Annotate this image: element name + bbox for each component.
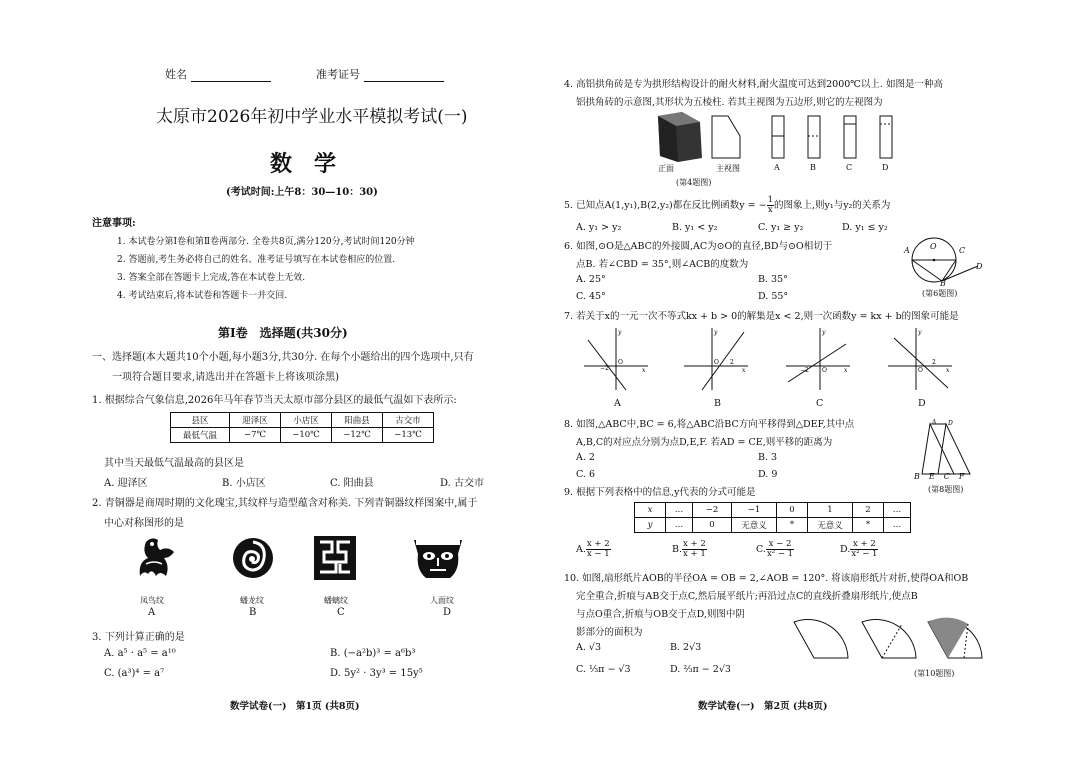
q1-question: 其中当天最低气温最高的县区是 (104, 458, 244, 469)
footer-left: 数学试卷(一) 第1页 (共8页) (230, 701, 360, 712)
fraction-denominator: x² − 1 (851, 549, 878, 559)
q6-stem-2: 点B. 若∠CBD = 35°,则∠ACB的度数为 (576, 259, 749, 270)
q2-stem-2: 中心对称图形的是 (104, 518, 184, 529)
q8-option-d: D. 9 (758, 469, 778, 480)
fraction-denominator: x (767, 205, 773, 215)
q7-letter-d: D (918, 398, 926, 409)
q7-graph-b (682, 326, 750, 392)
name-field (165, 66, 271, 82)
table-cell: 0 (777, 503, 808, 518)
note-3: 3. 答案全部在答题卡上完成,答在本试卷上无效. (117, 273, 306, 283)
fraction-denominator: x − 1 (586, 549, 610, 559)
option-letter: D. (840, 544, 851, 555)
q7-letter-a: A (614, 398, 621, 409)
q2-label-d: 人面纹 (430, 596, 454, 605)
table-row (635, 503, 911, 518)
q5-option-d: D. y₁ ≤ y₂ (842, 222, 888, 233)
exam-title: 太原市2026年初中学业水平模拟考试(一) (156, 107, 468, 127)
fraction-denominator: x² − 1 (766, 549, 794, 559)
svg-text:y: y (618, 329, 622, 336)
q4-brick-figure (652, 108, 712, 164)
q10-sector-1 (790, 614, 850, 664)
svg-text:D: D (948, 420, 953, 427)
q5-option-a: A. y₁ > y₂ (576, 222, 622, 233)
name-blank (191, 70, 271, 82)
q8-option-a: A. 2 (576, 452, 595, 463)
table-cell: … (884, 518, 911, 533)
q8-caption: (第8题图) (928, 485, 964, 494)
q10-option-d: D. ⅔π − 2√3 (670, 664, 731, 675)
q7-graph-c (784, 326, 852, 392)
q9-option-b (672, 540, 707, 559)
option-letter: C. (756, 544, 766, 555)
id-field (316, 66, 444, 82)
table-cell: y (635, 518, 666, 533)
table-cell: 小店区 (281, 413, 332, 428)
q9-option-c (756, 540, 794, 559)
table-cell: 迎泽区 (230, 413, 281, 428)
q6-option-a: A. 25° (576, 274, 606, 285)
table-cell: * (853, 518, 884, 533)
q2-label-c: 蟠螭纹 (324, 596, 348, 605)
q6-caption: (第6题图) (922, 289, 958, 298)
q10-option-c: C. ⅓π − √3 (576, 664, 631, 675)
q10-stem-1: 10. 如图,扇形纸片AOB的半径OA = OB = 2,∠AOB = 120°. 将该扇形纸片对折,使得OA和OB (564, 573, 969, 584)
q6-option-c: C. 45° (576, 291, 606, 302)
q6-point-o: O (930, 242, 937, 251)
q4-caption: (第4题图) (676, 178, 712, 187)
q8-option-b: B. 3 (758, 452, 778, 463)
q2-letter-c: C (337, 607, 345, 618)
q7-letter-b: B (714, 398, 721, 409)
q6-point-c: C (959, 246, 966, 255)
q2-label-b: 蟠龙纹 (240, 596, 264, 605)
q2-label-a: 凤鸟纹 (140, 596, 164, 605)
svg-text:2: 2 (932, 359, 936, 366)
svg-text:y: y (918, 329, 922, 336)
q5-stem (564, 196, 890, 215)
q7-graph-a (582, 326, 650, 392)
q2-stem-1: 2. 青铜器是商周时期的文化瑰宝,其纹样与造型蕴含对称美. 下列青铜器纹样图案中,属于 (92, 498, 478, 509)
fraction-numerator: 1 (767, 195, 773, 205)
q3-option-a: A. a⁵ · a⁵ = a¹⁰ (104, 648, 176, 659)
table-cell: 无意义 (808, 518, 853, 533)
table-cell: 2 (853, 503, 884, 518)
q1-option-a: A. 迎泽区 (104, 478, 148, 489)
instructions-line-1: 一、选择题(本大题共10个小题,每小题3分,共30分. 在每个小题给出的四个选项中,只有 (92, 352, 474, 363)
svg-text:O: O (918, 367, 923, 374)
q1-option-d: D. 古交市 (440, 478, 485, 489)
table-cell: 县区 (171, 413, 230, 428)
q6-point-a: A (904, 246, 910, 255)
section-title: 第Ⅰ卷 选择题(共30分) (218, 326, 348, 340)
svg-text:x: x (642, 367, 646, 374)
q4-letter-a: A (774, 163, 780, 172)
table-cell: 最低气温 (171, 428, 230, 443)
option-fraction (586, 540, 611, 559)
q8-stem-2: A,B,C的对应点分别为点D,E,F. 若AD = CE,则平移的距离为 (576, 437, 833, 448)
option-fraction (682, 540, 707, 559)
q9-table (634, 502, 911, 533)
note-2: 2. 答题前,考生务必将自己的姓名、准考证号填写在本试卷相应的位置. (117, 255, 396, 265)
q7-graph-d (886, 326, 954, 392)
q9-option-a (576, 540, 611, 559)
phoenix-pattern-icon (134, 532, 178, 584)
exam-time: (考试时间:上午8：30—10：30) (226, 187, 378, 198)
q9-option-d (840, 540, 878, 559)
q10-caption: (第10题图) (914, 669, 955, 678)
q5-option-c: C. y₁ ≥ y₂ (758, 222, 804, 233)
q5-tail: 的图象上,则y₁与y₂的关系为 (774, 200, 891, 211)
svg-text:O: O (714, 359, 719, 366)
svg-text:2: 2 (730, 359, 734, 366)
instructions-line-2: 一项符合题目要求,请选出并在答题卡上将该项涂黑) (112, 372, 340, 383)
fraction-numerator: x + 2 (586, 539, 610, 549)
fraction-denominator: x + 1 (683, 549, 706, 559)
q7-stem: 7. 若关于x的一元一次不等式kx + b > 0的解集是x < 2,则一次函数y = kx + b的图象可能是 (564, 311, 959, 322)
fraction-numerator: x − 2 (766, 540, 794, 550)
table-cell: 无意义 (732, 518, 777, 533)
q6-point-d: D (976, 262, 983, 271)
svg-text:x: x (946, 367, 950, 374)
q3-option-d: D. 5y² · 3y³ = 15y⁵ (330, 668, 423, 679)
table-cell: −1 (732, 503, 777, 518)
q5-fraction (767, 196, 774, 215)
table-row (635, 518, 911, 533)
q10-sector-3 (924, 614, 984, 664)
page-right (540, 0, 1080, 764)
q10-option-b: B. 2√3 (670, 642, 702, 653)
id-label: 准考证号 (316, 68, 360, 81)
table-cell: … (666, 503, 693, 518)
interlaced-serpent-pattern-icon (312, 534, 358, 582)
q6-option-d: D. 55° (758, 291, 789, 302)
q4-stem-1: 4. 高铝拱角砖是专为拱形结构设计的耐火材料,耐火温度可达到2000℃以上. 如图是一种高 (564, 79, 943, 90)
q4-letter-c: C (846, 163, 853, 172)
table-cell: −13℃ (383, 428, 434, 443)
q4-views (710, 112, 930, 160)
svg-text:y: y (822, 329, 826, 336)
q1-stem: 1. 根据综合气象信息,2026年马年春节当天太原市部分县区的最低气温如下表所示: (92, 395, 457, 406)
table-cell: 古交市 (383, 413, 434, 428)
q4-front-label: 正面 (658, 164, 674, 173)
q2-letter-d: D (443, 607, 452, 618)
q10-stem-4: 影部分的面积为 (576, 627, 643, 638)
q6-stem-1: 6. 如图,⊙O是△ABC的外接圆,AC为⊙O的直径,BD与⊙O相切于 (564, 241, 833, 252)
q8-triangle-figure (918, 418, 982, 480)
option-fraction (850, 540, 878, 559)
coiled-dragon-pattern-icon (230, 534, 276, 582)
option-letter: A. (576, 544, 586, 555)
note-1: 1. 本试卷分第Ⅰ卷和第Ⅱ卷两部分. 全卷共8页,满分120分,考试时间120分钟 (117, 237, 415, 247)
table-cell: x (635, 503, 666, 518)
fraction-numerator: x + 2 (683, 539, 706, 549)
table-row (171, 428, 434, 443)
q10-sector-2 (858, 614, 918, 664)
q1-option-c: C. 阳曲县 (330, 478, 374, 489)
svg-text:x: x (844, 367, 848, 374)
q8-option-c: C. 6 (576, 469, 596, 480)
table-cell: −2 (693, 503, 732, 518)
id-blank (364, 70, 444, 82)
svg-text:−2: −2 (600, 365, 609, 372)
q5-option-b: B. y₁ < y₂ (672, 222, 718, 233)
q7-letter-c: C (816, 398, 824, 409)
svg-text:y: y (714, 329, 718, 336)
q3-option-c: C. (a³)⁴ = a⁷ (104, 668, 165, 679)
table-cell: −7℃ (230, 428, 281, 443)
q4-main-view-label: 主视图 (716, 164, 740, 173)
notes-title: 注意事项: (92, 218, 136, 229)
fraction-numerator: x + 2 (850, 540, 878, 550)
table-cell: … (884, 503, 911, 518)
table-cell: 1 (808, 503, 853, 518)
table-cell: 0 (693, 518, 732, 533)
svg-text:−2: −2 (800, 367, 809, 374)
human-face-pattern-icon (410, 534, 466, 582)
q10-stem-3: 与点O重合,折痕与OB交于点D,则图中阴 (576, 609, 745, 620)
q2-letter-a: A (148, 607, 156, 618)
svg-text:O: O (822, 367, 827, 374)
q4-letter-d: D (882, 163, 889, 172)
table-cell: * (777, 518, 808, 533)
q1-option-b: B. 小店区 (222, 478, 266, 489)
svg-text:x: x (742, 367, 746, 374)
svg-text:A: A (932, 419, 937, 426)
subject-title: 数 学 (270, 151, 337, 177)
q1-table (170, 412, 434, 443)
q10-stem-2: 完全重合,折痕与AB交于点C,然后展平纸片;再沿过点C的直线折叠扇形纸片,使点B (576, 591, 918, 602)
option-fraction (766, 540, 794, 559)
name-label: 姓名 (165, 68, 187, 81)
q8-stem-1: 8. 如图,△ABC中,BC = 6,将△ABC沿BC方向平移得到△DEF,其中点 (564, 419, 855, 430)
svg-text:O: O (618, 359, 623, 366)
table-cell: … (666, 518, 693, 533)
q6-option-b: B. 35° (758, 274, 788, 285)
note-4: 4. 考试结束后,将本试卷和答题卡一并交回. (117, 291, 288, 301)
footer-right: 数学试卷(一) 第2页 (共8页) (698, 701, 828, 712)
table-cell: −12℃ (332, 428, 383, 443)
q5-text: 5. 已知点A(1,y₁),B(2,y₂)都在反比例函数y = − (564, 200, 767, 211)
q3-option-b: B. (−a²b)³ = a⁶b³ (330, 648, 416, 659)
q3-stem: 3. 下列计算正确的是 (92, 632, 185, 643)
table-row (171, 413, 434, 428)
q10-option-a: A. √3 (576, 642, 601, 653)
q4-stem-2: 铝拱角砖的示意图,其形状为五棱柱. 若其主视图为五边形,则它的左视图为 (576, 97, 883, 108)
q4-letter-b: B (810, 163, 816, 172)
table-cell: −10℃ (281, 428, 332, 443)
q9-stem: 9. 根据下列表格中的信息,y代表的分式可能是 (564, 487, 756, 498)
q8-base-points: BECF (914, 472, 974, 481)
table-cell: 阳曲县 (332, 413, 383, 428)
q6-point-b: B (940, 279, 946, 288)
option-letter: B. (672, 544, 683, 555)
q2-letter-b: B (249, 607, 257, 618)
